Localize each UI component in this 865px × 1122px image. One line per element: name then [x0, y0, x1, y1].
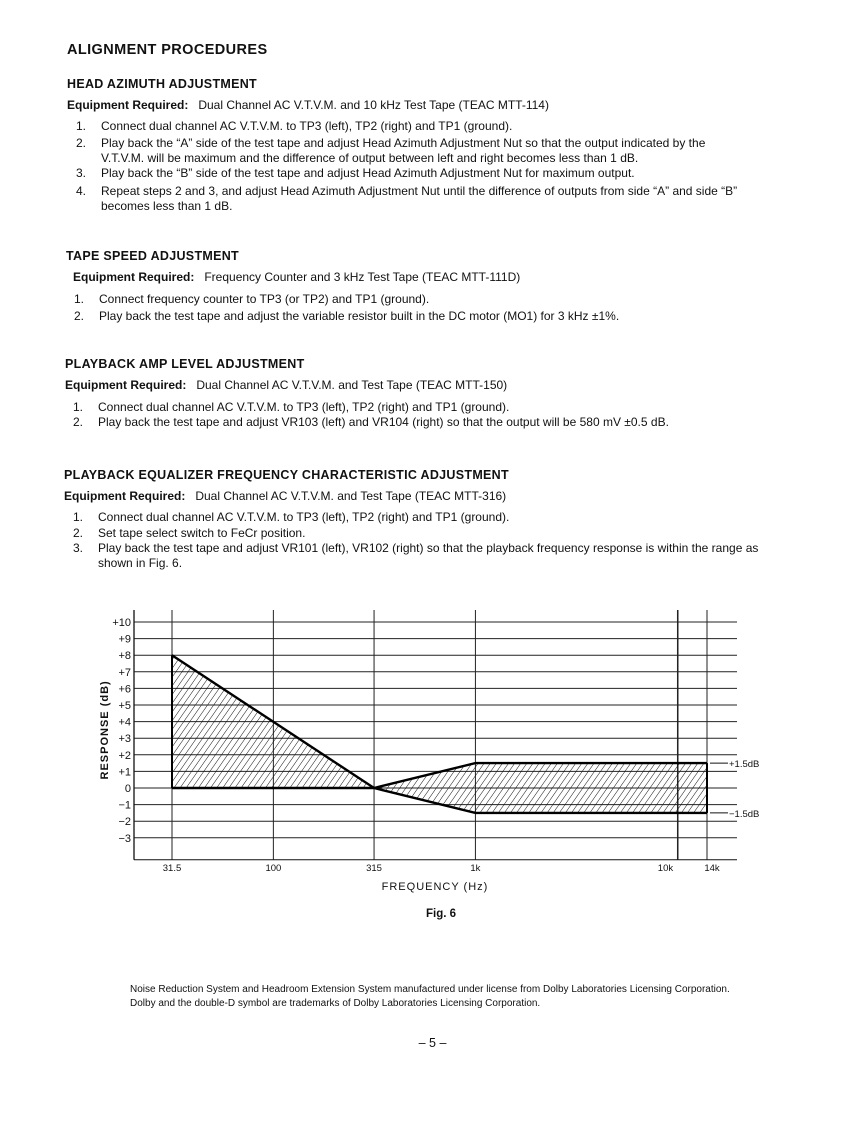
procedure-step — [73, 400, 830, 415]
procedure-step — [76, 119, 830, 134]
annotation-label: −1.5dB — [729, 808, 760, 820]
footer-line: Noise Reduction System and Headroom Extension System manufactured under license from Dolby Laboratories Licensing Corporation. — [130, 984, 730, 995]
procedure-step — [74, 292, 830, 307]
section-heading: TAPE SPEED ADJUSTMENT — [66, 249, 239, 263]
step-text — [99, 292, 830, 307]
page-title: ALIGNMENT PROCEDURES — [67, 42, 268, 58]
step-line: shown in Fig. 6. — [98, 556, 183, 570]
y-tick-label: +4 — [118, 716, 131, 729]
y-tick-label: +1 — [118, 766, 131, 779]
page-number: – 5 – — [418, 1036, 447, 1050]
equipment-value: Dual Channel AC V.T.V.M. and Test Tape (TEAC MTT-150) — [196, 378, 508, 392]
procedure-step — [73, 541, 830, 571]
step-text — [98, 526, 830, 541]
step-line: becomes less than 1 dB. — [101, 199, 233, 213]
step-line: Play back the “B” side of the test tape and adjust Head Azimuth Adjustment Nut for maximum output. — [101, 166, 635, 180]
procedure-step — [76, 184, 830, 214]
step-number: 1. — [76, 119, 87, 133]
step-number: 4. — [76, 184, 87, 198]
procedure-step — [73, 415, 830, 430]
y-tick-label: 0 — [124, 783, 131, 795]
y-tick-label: +10 — [112, 617, 131, 629]
step-text — [101, 184, 830, 214]
step-line: Repeat steps 2 and 3, and adjust Head Azimuth Adjustment Nut until the difference of outputs from side “A” and side “B” — [101, 184, 738, 198]
x-tick-label: 14k — [704, 862, 720, 874]
y-tick-label: +6 — [118, 683, 131, 696]
step-number: 1. — [73, 510, 84, 524]
equipment-label: Equipment Required: — [67, 98, 189, 112]
step-line: Play back the “A” side of the test tape and adjust Head Azimuth Adjustment Nut so that the output indicated by the — [101, 136, 706, 150]
y-tick-label: +9 — [118, 633, 131, 646]
step-number: 2. — [73, 526, 84, 540]
y-axis-label: RESPONSE (dB) — [99, 680, 111, 780]
step-line: Connect dual channel AC V.T.V.M. to TP3 (left), TP2 (right) and TP1 (ground). — [98, 510, 510, 524]
x-tick-label: 31.5 — [162, 862, 182, 874]
procedure-step — [76, 166, 830, 181]
y-tick-label: +3 — [118, 733, 131, 746]
section-heading: PLAYBACK AMP LEVEL ADJUSTMENT — [65, 357, 305, 371]
equipment-required — [65, 378, 507, 392]
section-heading: HEAD AZIMUTH ADJUSTMENT — [67, 77, 257, 91]
step-text — [99, 309, 830, 324]
x-tick-label: 100 — [265, 862, 282, 874]
step-line: Play back the test tape and adjust VR103 (left) and VR104 (right) so that the output will be 580 mV ±0.5 dB. — [98, 415, 669, 429]
step-line: Connect dual channel AC V.T.V.M. to TP3 (left), TP2 (right) and TP1 (ground). — [101, 119, 513, 133]
equipment-value: Frequency Counter and 3 kHz Test Tape (TEAC MTT-111D) — [204, 270, 521, 284]
equipment-value: Dual Channel AC V.T.V.M. and 10 kHz Test Tape (TEAC MTT-114) — [198, 98, 549, 112]
x-tick-label: 1k — [470, 862, 481, 874]
annotation-label: +1.5dB — [729, 759, 760, 771]
step-text — [101, 119, 830, 134]
step-text — [101, 166, 830, 181]
step-line: Set tape select switch to FeCr position. — [98, 526, 306, 540]
step-text — [98, 510, 830, 525]
y-tick-label: −1 — [118, 799, 131, 812]
step-line: Connect frequency counter to TP3 (or TP2) and TP1 (ground). — [99, 292, 430, 306]
y-tick-label: +5 — [118, 700, 131, 712]
step-number: 2. — [76, 136, 87, 150]
step-number: 2. — [73, 415, 84, 429]
y-tick-label: +8 — [118, 650, 131, 663]
equipment-label: Equipment Required: — [64, 489, 186, 503]
figure-caption: Fig. 6 — [425, 907, 457, 920]
y-tick-label: +7 — [118, 666, 131, 679]
equipment-required — [64, 489, 506, 503]
step-line: Connect dual channel AC V.T.V.M. to TP3 (left), TP2 (right) and TP1 (ground). — [98, 400, 510, 414]
frequency-response-chart — [0, 600, 865, 920]
x-tick-label: 10k — [657, 862, 674, 874]
equipment-value: Dual Channel AC V.T.V.M. and Test Tape (TEAC MTT-316) — [195, 489, 507, 503]
step-number: 3. — [76, 166, 87, 180]
step-number: 3. — [73, 541, 84, 555]
procedure-step — [76, 136, 830, 166]
step-line: Play back the test tape and adjust the variable resistor built in the DC motor (MO1) for 3 kHz ±1%. — [99, 309, 620, 323]
procedure-step — [74, 309, 830, 324]
dolby-notice — [130, 983, 730, 1011]
y-tick-label: −3 — [118, 832, 131, 845]
x-axis-label: FREQUENCY (Hz) — [381, 880, 489, 893]
x-tick-label: 315 — [366, 862, 382, 874]
step-number: 1. — [73, 400, 84, 414]
equipment-label: Equipment Required: — [73, 270, 195, 284]
procedure-step — [73, 510, 830, 525]
equipment-required — [67, 98, 549, 112]
step-number: 2. — [74, 309, 85, 323]
step-text — [98, 400, 830, 415]
y-tick-label: −2 — [118, 816, 131, 829]
y-tick-label: +2 — [118, 749, 131, 762]
footer-line: Dolby and the double-D symbol are trademarks of Dolby Laboratories Licensing Corporation. — [130, 998, 541, 1009]
step-line: Play back the test tape and adjust VR101 (left), VR102 (right) so that the playback frequency response is within the range as — [98, 541, 759, 555]
step-text — [98, 415, 830, 430]
step-line: V.T.V.M. will be maximum and the difference of output between left and right becomes less than 1 dB. — [101, 151, 639, 165]
step-text — [101, 136, 830, 166]
step-number: 1. — [74, 292, 85, 306]
tolerance-band — [172, 655, 707, 813]
procedure-step — [73, 526, 830, 541]
equipment-label: Equipment Required: — [65, 378, 187, 392]
section-heading: PLAYBACK EQUALIZER FREQUENCY CHARACTERISTIC ADJUSTMENT — [64, 468, 509, 482]
step-text — [98, 541, 830, 571]
equipment-required — [73, 270, 520, 284]
